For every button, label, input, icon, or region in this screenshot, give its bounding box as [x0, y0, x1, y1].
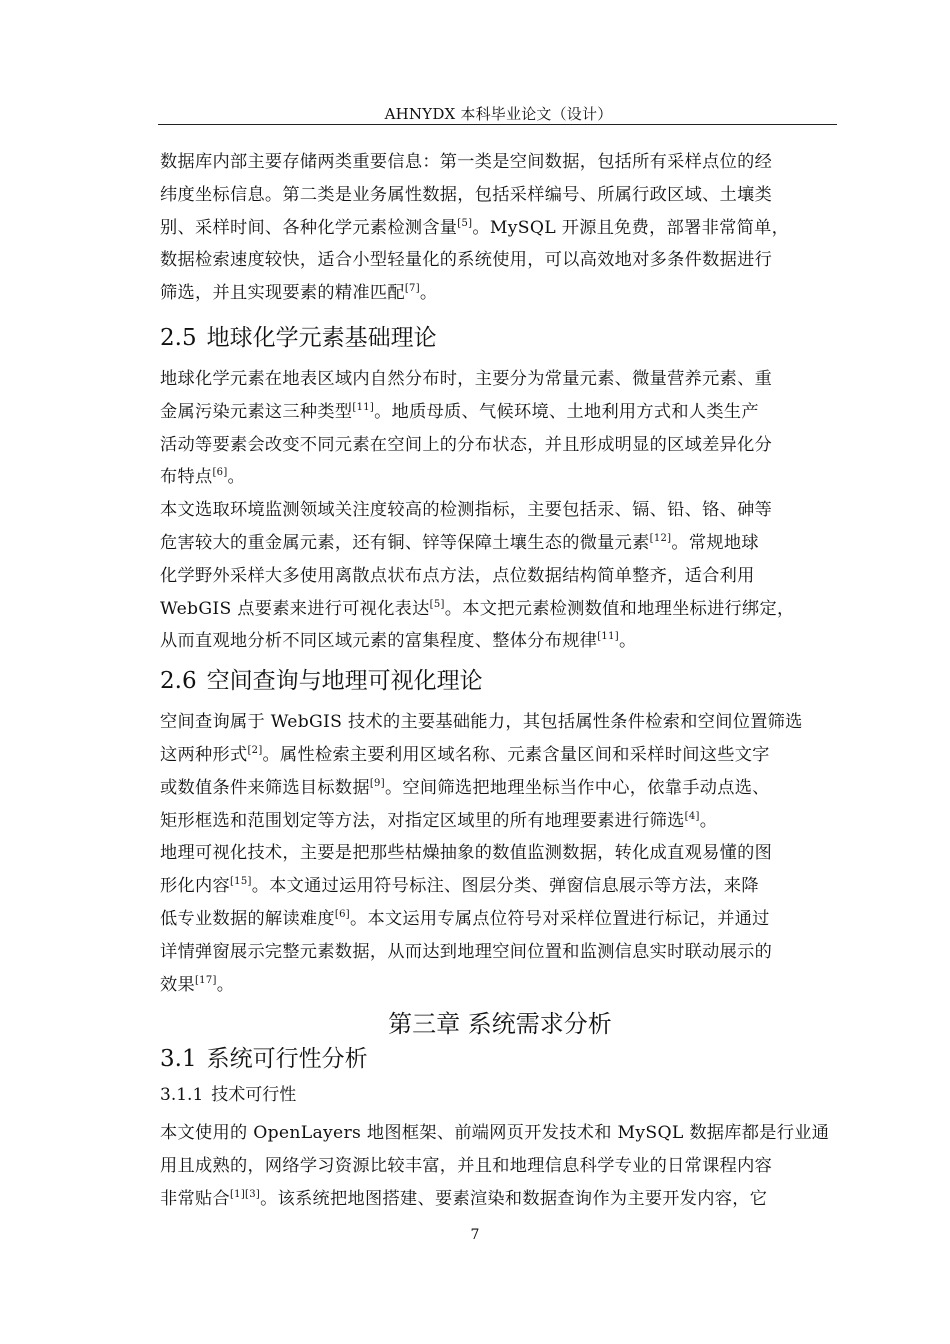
subsection-heading-3-1-1 — [160, 1081, 840, 1109]
text-line: 布特点[6]。 — [160, 467, 246, 488]
text-line: 这两种形式[2]。属性检索主要利用区域名称、元素含量区间和采样时间这些文字 — [160, 744, 770, 765]
text-line: 形化内容[15]。本文通过运用符号标注、图层分类、弹窗信息展示等方法，来降 — [160, 876, 759, 897]
subsection-title: 技术可行性 — [211, 1085, 297, 1106]
page-body — [160, 146, 840, 1216]
section-number: 3.1 — [160, 1046, 197, 1073]
section-title: 系统可行性分析 — [206, 1046, 368, 1073]
citation-ref: [15] — [229, 876, 252, 888]
text-line: 别、采样时间、各种化学元素检测含量[5]。MySQL 开源且免费，部署非常简单， — [160, 217, 790, 238]
text-line: 矩形框选和范围划定等方法，对指定区域里的所有地理要素进行筛选[4]。 — [160, 810, 718, 831]
text-line: 筛选，并且实现要素的精准匹配[7]。 — [160, 283, 438, 304]
text-line: 活动等要素会改变不同元素在空间上的分布状态，并且形成明显的区域差异化分 — [160, 434, 773, 455]
chapter-heading: 第三章 系统需求分析 — [388, 1010, 612, 1039]
paragraph-geo-visualization — [160, 837, 840, 1001]
text-line: 本文选取环境监测领域关注度较高的检测指标，主要包括汞、镉、铅、铬、砷等 — [160, 500, 773, 521]
text-line: 危害较大的重金属元素，还有铜、锌等保障土壤生态的微量元素[12]。常规地球 — [160, 532, 759, 553]
section-title: 空间查询与地理可视化理论 — [206, 668, 483, 695]
text-line: 或数值条件来筛选目标数据[9]。空间筛选把地理坐标当作中心，依靠手动点选、 — [160, 777, 770, 798]
section-title: 地球化学元素基础理论 — [206, 324, 437, 351]
citation-ref: [12] — [649, 532, 672, 544]
text-line: 金属污染元素这三种类型[11]。地质母质、气候环境、土地利用方式和人类生产 — [160, 401, 759, 422]
text-line: 地球化学元素在地表区域内自然分布时，主要分为常量元素、微量营养元素、重 — [160, 368, 773, 389]
text-line: 从而直观地分析不同区域元素的富集程度、整体分布规律[11]。 — [160, 631, 637, 652]
citation-ref: [5] — [429, 598, 445, 610]
running-header: AHNYDX 本科毕业论文（设计） — [384, 105, 613, 123]
section-number: 2.5 — [160, 324, 197, 351]
citation-ref: [9] — [369, 777, 385, 789]
citation-ref: [1][3] — [229, 1188, 261, 1200]
header-rule — [158, 124, 837, 125]
section-number: 2.6 — [160, 668, 197, 695]
text-line: 数据检索速度较快，适合小型轻量化的系统使用，可以高效地对多条件数据进行 — [160, 250, 773, 271]
text-line: 详情弹窗展示完整元素数据，从而达到地理空间位置和监测信息实时联动展示的 — [160, 941, 773, 962]
text-line: 空间查询属于 WebGIS 技术的主要基础能力，其包括属性条件检索和空间位置筛选 — [160, 712, 803, 733]
paragraph-database-info — [160, 146, 840, 310]
paragraph-technical-feasibility — [160, 1117, 840, 1215]
citation-ref: [7] — [404, 283, 420, 295]
text-line: 数据库内部主要存储两类重要信息：第一类是空间数据，包括所有采样点位的经 — [160, 152, 773, 172]
page-number: 7 — [470, 1227, 480, 1243]
text-line: 本文使用的 OpenLayers 地图框架、前端网页开发技术和 MySQL 数据库都是行业通 — [160, 1123, 830, 1144]
citation-ref: [5] — [457, 217, 473, 229]
citation-ref: [6] — [334, 908, 350, 920]
citation-ref: [6] — [212, 467, 228, 479]
section-heading-3-1 — [160, 1045, 840, 1073]
text-line: 非常贴合[1][3]。该系统把地图搭建、要素渲染和数据查询作为主要开发内容，它 — [160, 1188, 768, 1209]
paragraph-spatial-query — [160, 706, 840, 837]
text-line: 用且成熟的，网络学习资源比较丰富，并且和地理信息科学专业的日常课程内容 — [160, 1156, 773, 1177]
text-line: WebGIS 点要素来进行可视化表达[5]。本文把元素检测数值和地理坐标进行绑定， — [160, 598, 795, 619]
citation-ref: [4] — [684, 810, 700, 822]
citation-ref: [17] — [194, 974, 217, 986]
citation-ref: [11] — [597, 631, 619, 643]
citation-ref: [11] — [352, 401, 375, 413]
text-line: 纬度坐标信息。第二类是业务属性数据，包括采样编号、所属行政区域、土壤类 — [160, 184, 773, 205]
text-line: 化学野外采样大多使用离散点状布点方法，点位数据结构简单整齐，适合利用 — [160, 565, 755, 586]
text-line: 低专业数据的解读难度[6]。本文运用专属点位符号对采样位置进行标记，并通过 — [160, 908, 770, 929]
paragraph-monitoring-indicators — [160, 494, 840, 658]
paragraph-element-distribution — [160, 363, 840, 494]
section-heading-2-6 — [160, 667, 840, 695]
section-heading-2-5 — [160, 324, 840, 352]
subsection-number: 3.1.1 — [160, 1085, 204, 1106]
citation-ref: [2] — [247, 744, 263, 756]
text-line: 效果[17]。 — [160, 974, 235, 995]
text-line: 地理可视化技术，主要是把那些枯燥抽象的数值监测数据，转化成直观易懂的图 — [160, 843, 773, 864]
